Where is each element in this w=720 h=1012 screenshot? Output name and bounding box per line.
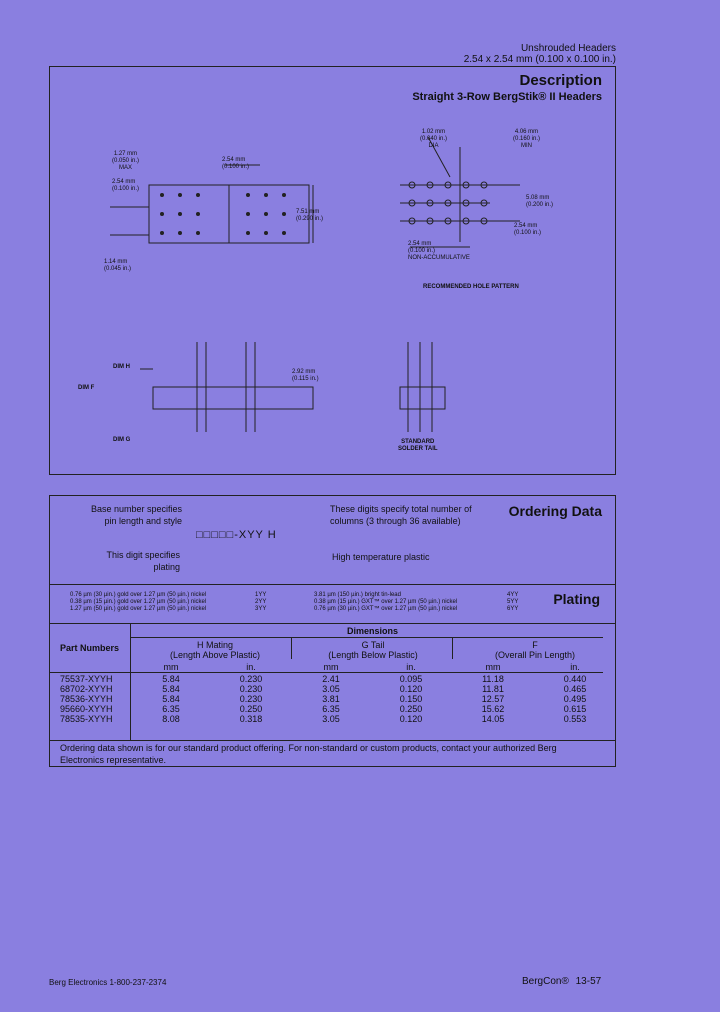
unit-h-mm: mm <box>163 662 179 672</box>
footer-left: Berg Electronics 1-800-237-2374 <box>49 978 167 987</box>
dim-2-54-bottom: 2.54 mm (0.100 in.) NON-ACCUMULATIVE <box>408 241 470 261</box>
table-row: 75537-XYYH 68702-XYYH 78536-XYYH 95660-XYYH 78535-XYYH <box>60 674 113 724</box>
dim-4-06: 4.06 mm (0.160 in.) MIN <box>513 129 541 149</box>
ordering-title: Ordering Data <box>508 503 602 519</box>
footer-right <box>522 976 601 987</box>
unit-h-in: in. <box>246 662 256 672</box>
col-g-in: 0.095 0.120 0.150 0.250 0.120 <box>399 674 423 724</box>
dim-7-51: 7.51 mm (0.290 in.) <box>296 209 324 222</box>
units-rule <box>50 672 603 673</box>
description-panel <box>49 66 616 475</box>
dim-f-label: DIM F <box>78 385 95 391</box>
group-divider-2 <box>452 637 453 659</box>
group-g: G Tail (Length Below Plastic) <box>328 640 418 660</box>
description-subtitle: Straight 3-Row BergStik® II Headers <box>412 91 602 103</box>
dims-sub-rule <box>130 637 603 638</box>
plating-left-codes: 1YY 2YY 3YY <box>255 592 267 612</box>
part-numbers-header: Part Numbers <box>60 643 120 653</box>
dim-2-54-top: 2.54 mm (0.100 in.) <box>222 157 250 170</box>
page-header <box>464 43 616 65</box>
plating-left-list: 0.76 µm (30 µin.) gold over 1.27 µm (50 µin.) nickel 0.38 µm (15 µin.) gold over 1.27 µm (50 µin.) nickel 1.27 µm (50 µin.) gold over 1.27 µm (50 µin.) nickel <box>70 592 207 612</box>
dim-2-92: 2.92 mm (0.115 in.) <box>292 369 319 382</box>
group-h: H Mating (Length Above Plastic) <box>169 640 261 660</box>
group-f: F (Overall Pin Length) <box>494 640 576 660</box>
dim-2-54-left: 2.54 mm (0.100 in.) <box>112 179 140 192</box>
dim-1-02: 1.02 mm (0.040 in.) DIA <box>420 129 448 149</box>
dim-h-label: DIM H <box>113 364 130 370</box>
dim-5-08: 5.08 mm (0.200 in.) <box>526 195 554 208</box>
dims-title: Dimensions <box>347 626 399 636</box>
digit-note: This digit specifies plating <box>106 550 180 572</box>
col-f-in: 0.440 0.465 0.495 0.615 0.553 <box>563 674 587 724</box>
dims-col-divider <box>130 623 131 740</box>
plating-title: Plating <box>553 591 600 607</box>
ordering-panel <box>49 495 616 767</box>
dim-2-54-right: 2.54 mm (0.100 in.) <box>514 223 542 236</box>
hole-pattern-label: RECOMMENDED HOLE PATTERN <box>423 284 519 290</box>
footer-page: 13-57 <box>575 976 602 987</box>
unit-f-in: in. <box>570 662 580 672</box>
dim-1-27: 1.27 mm (0.050 in.) MAX <box>112 151 140 171</box>
col-g-mm: 2.41 3.05 3.81 6.35 3.05 <box>322 674 340 724</box>
footer-brand: BergCon® <box>522 976 569 987</box>
header-line-1: Unshrouded Headers <box>520 43 616 54</box>
header-line-2: 2.54 x 2.54 mm (0.100 x 0.100 in.) <box>463 54 616 65</box>
dims-top-rule <box>50 623 615 624</box>
unit-g-mm: mm <box>323 662 339 672</box>
group-divider-1 <box>291 637 292 659</box>
unit-g-in: in. <box>406 662 416 672</box>
dim-1-14: 1.14 mm (0.045 in.) <box>104 259 132 272</box>
col-h-mm: 5.84 5.84 5.84 6.35 8.08 <box>162 674 180 724</box>
plating-top-rule <box>50 584 615 585</box>
description-title: Description <box>519 72 602 89</box>
footnote-rule <box>50 740 615 741</box>
col-h-in: 0.230 0.230 0.230 0.250 0.318 <box>239 674 263 724</box>
standard-tail-label: STANDARD SOLDER TAIL <box>398 439 438 452</box>
unit-f-mm: mm <box>485 662 501 672</box>
dim-g-label: DIM G <box>113 437 131 443</box>
digits-note: These digits specify total number of columns (3 through 36 available) <box>330 504 472 526</box>
ht-note: High temperature plastic <box>332 552 430 562</box>
plating-right-list: 3.81 µm (150 µin.) bright tin-lead 0.38 µm (15 µin.) GXT™ over 1.27 µm (50 µin.) nickel 0.76 µm (30 µin.) GXT™ over 1.27 µm (50 µin.) nickel <box>314 592 458 612</box>
ordering-footnote: Ordering data shown is for our standard product offering. For non-standard or custom products, contact your authorized Berg Electronics representative. <box>60 743 557 765</box>
base-note: Base number specifies pin length and style <box>90 504 182 526</box>
part-code: □□□□□-XYY H <box>196 529 277 541</box>
col-f-mm: 11.18 11.81 12.57 15.62 14.05 <box>481 674 505 724</box>
plating-right-codes: 4YY 5YY 6YY <box>507 592 519 612</box>
